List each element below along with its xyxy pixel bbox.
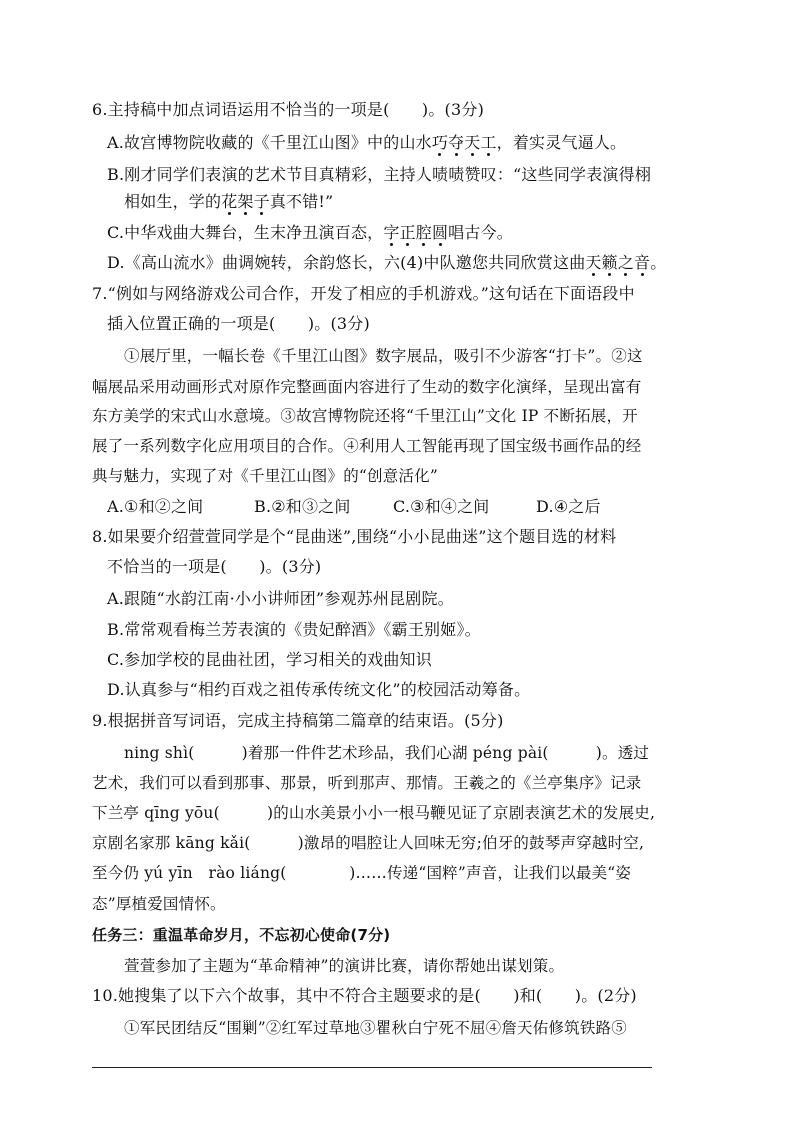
task3-intro: 萱萱参加了主题为“革命精神”的演讲比赛，请你帮她出谋划策。: [124, 957, 565, 975]
q8-option-b: B.常常观看梅兰芳表演的《贵妃醉酒》《霸王别姬》。: [107, 620, 481, 639]
q7-stem-line1: 7.“例如与网络游戏公司合作，开发了相应的手机游戏。”这句话在下面语段中: [92, 284, 635, 303]
q8-option-a: A.跟随“水韵江南·小小讲师团”参观苏州昆剧院。: [107, 589, 454, 608]
q6-c-dotted-word: 字正腔圆: [383, 223, 449, 242]
q6-stem: 6.主持稿中加点词语运用不恰当的一项是( )。(3分): [92, 100, 485, 119]
q6-option-b-line2: [124, 191, 333, 213]
q7-option-a: A.①和②之间: [107, 497, 204, 516]
q9-text-line4: 京剧名家那 kāng kǎi( )激昂的唱腔让人回味无穷;伯牙的鼓琴声穿越时空,: [92, 834, 645, 852]
q6-a-dotted-word: 巧夺天工: [431, 133, 497, 152]
q9-text-line3: 下兰亭 qīng yōu( )的山水美景小小一根马鞭见证了京剧表演艺术的发展史,: [92, 804, 656, 822]
q9-text-line1: ning shì( )着那一件件艺术珍品，我们心湖 péng pài( )。透过: [124, 744, 650, 762]
q6-a-text: A.故宫博物院收藏的《千里江山图》中的山水: [107, 133, 432, 152]
q7-passage-line4: 展了一系列数字化应用项目的合作。④利用人工智能再现了国宝级书画作品的经: [92, 437, 642, 455]
q6-d-dotted-word: 天籁之音: [585, 253, 651, 272]
q6-d-tail: 。: [650, 253, 667, 272]
q7-stem-line2: 插入位置正确的一项是( )。(3分): [107, 314, 370, 333]
footer-rule: [92, 1067, 652, 1068]
q7-passage-line1: ①展厅里，一幅长卷《千里江山图》数字展品，吸引不少游客“打卡”。②这: [124, 347, 643, 365]
q7-passage-line3: 东方美学的宋式山水意境。③故宫博物院还将“千里江山”文化 IP 不断拓展，开: [92, 407, 638, 425]
q8-option-d: D.认真参与“相约百戏之祖传承传统文化”的校园活动筹备。: [107, 680, 531, 699]
q6-c-text: C.中华戏曲大舞台，生末净丑演百态，: [107, 223, 384, 242]
q6-option-d: [107, 252, 666, 274]
task3-heading: 任务三：重温革命岁月，不忘初心使命(7分): [92, 926, 391, 944]
q8-option-c: C.参加学校的昆曲社团，学习相关的戏曲知识: [107, 650, 432, 669]
q6-option-a: [107, 132, 626, 154]
q7-passage-line5: 典与魅力，实现了对《千里江山图》的“创意活化”: [92, 467, 438, 485]
q6-d-text: D.《高山流水》曲调婉转，余韵悠长，六(4)中队邀您共同欣赏这曲: [107, 253, 586, 272]
q10-story-list: ①军民团结反“围剿”②红军过草地③瞿秋白宁死不屈④詹天佑修筑铁路⑤: [124, 1019, 627, 1037]
q6-a-tail: ，着实灵气逼人。: [496, 133, 627, 152]
q7-passage-line2: 幅展品采用动画形式对原作完整画面内容进行了生动的数字化演绎，呈现出富有: [92, 378, 642, 396]
q7-option-c: C.③和④之间: [393, 497, 490, 516]
q9-text-line6: 态”厚植爱国情怀。: [92, 895, 226, 913]
q8-stem-line2: 不恰当的一项是( )。(3分): [107, 557, 322, 576]
q6-b-tail: 真不错!”: [269, 192, 334, 211]
q9-text-line5: 至今仍 yú yīn rào liáng( )……传递“国粹”声音，让我们以最美“姿: [92, 864, 632, 882]
q8-stem-line1: 8.如果要介绍萱萱同学是个“昆曲迷”,围绕“小小昆曲迷”这个题目选的材料: [92, 527, 617, 546]
q7-option-b: B.②和③之间: [254, 497, 351, 516]
q10-stem: 10.她搜集了以下六个故事，其中不符合主题要求的是( )和( )。(2分): [92, 986, 637, 1005]
q6-option-c: [107, 222, 513, 244]
q7-options: [107, 496, 601, 518]
q6-b-dotted-word: 花架子: [221, 192, 270, 211]
q9-stem: 9.根据拼音写词语，完成主持稿第二篇章的结束语。(5分): [92, 711, 504, 730]
q6-option-b-line1: B.刚才同学们表演的艺术节目真精彩，主持人啧啧赞叹：“这些同学表演得栩: [107, 165, 652, 184]
q6-c-tail: 唱古今。: [448, 223, 513, 242]
q9-text-line2: 艺术，我们可以看到那事、那景，听到那声、那情。王羲之的《兰亭集序》记录: [92, 774, 642, 792]
q7-option-d: D.④之后: [536, 497, 601, 516]
q6-b-text: 相如生，学的: [124, 192, 222, 211]
